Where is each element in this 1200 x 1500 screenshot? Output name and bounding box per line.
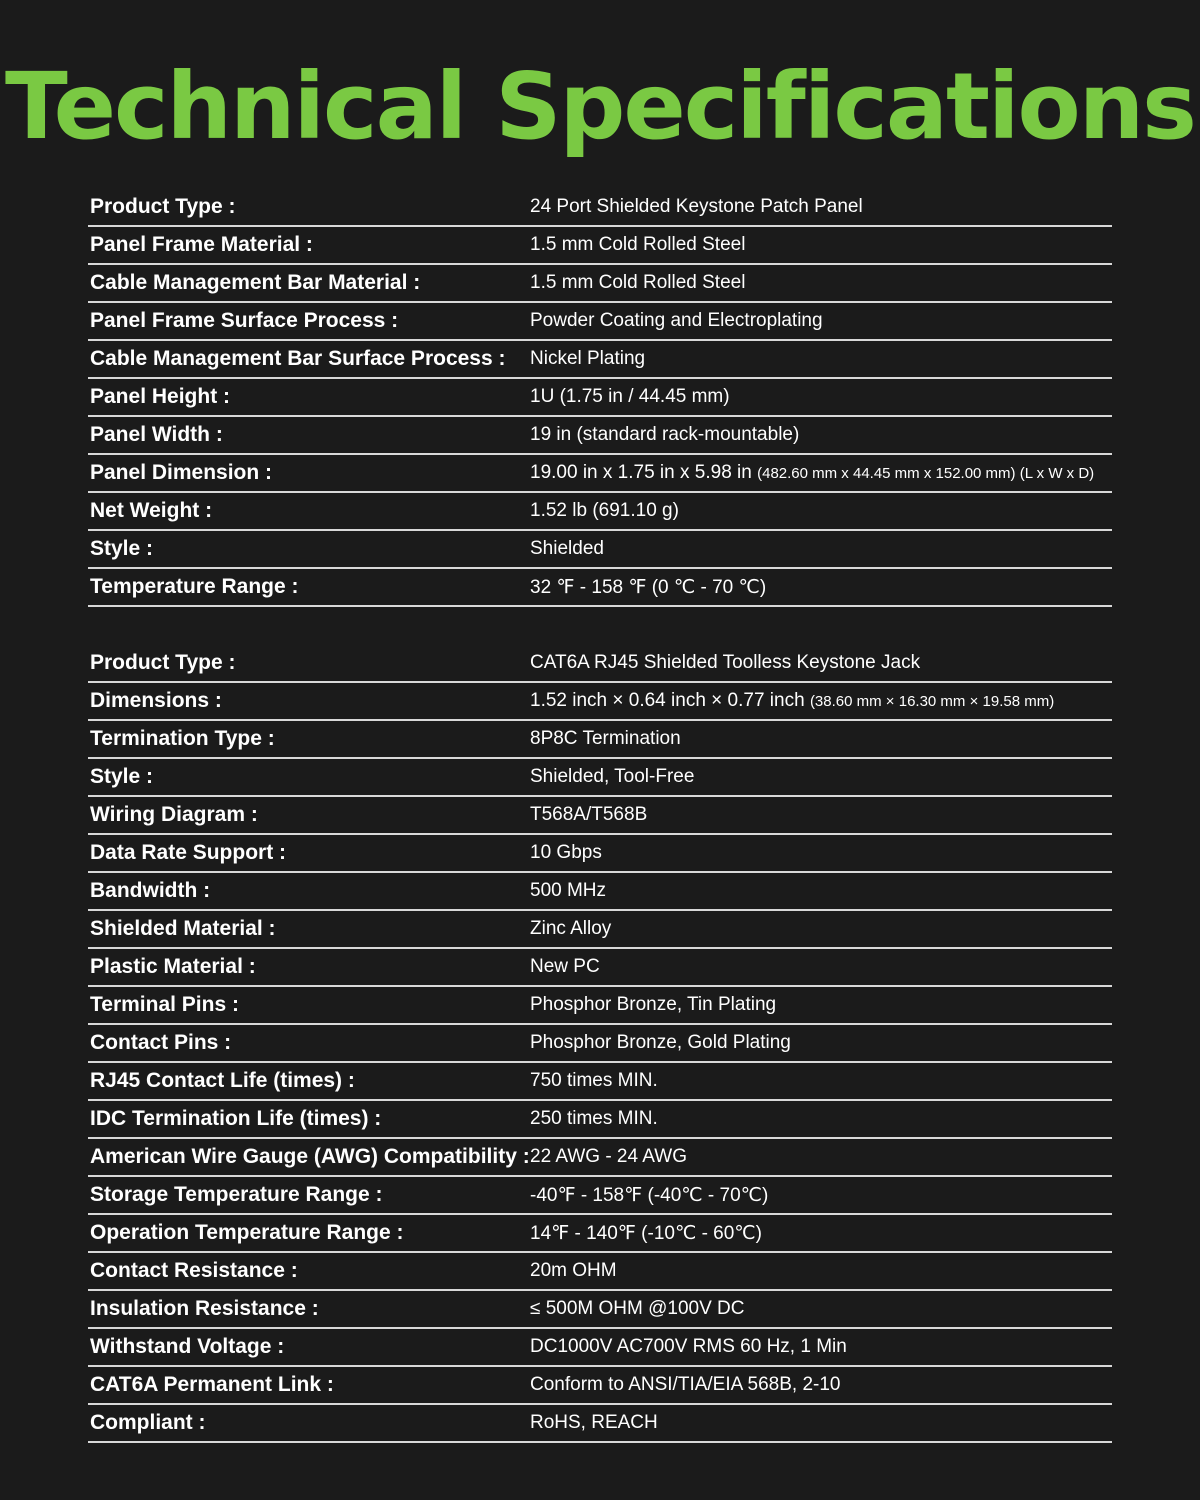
spec-value <box>530 424 1112 446</box>
spec-label: Net Weight : <box>90 499 213 522</box>
spec-row <box>88 873 1112 911</box>
spec-row <box>88 341 1112 379</box>
spec-value-main: 24 Port Shielded Keystone Patch Panel <box>530 196 863 217</box>
spec-value-main: 750 times MIN. <box>530 1070 658 1091</box>
spec-label: Panel Frame Surface Process : <box>90 309 399 332</box>
spec-row <box>88 1139 1112 1177</box>
spec-row <box>88 683 1112 721</box>
spec-value-main: T568A/T568B <box>530 804 648 825</box>
spec-row <box>88 493 1112 531</box>
spec-label: Cable Management Bar Material : <box>90 271 421 294</box>
spec-value-main: 1.5 mm Cold Rolled Steel <box>530 234 746 255</box>
spec-value <box>530 956 1112 978</box>
spec-row <box>88 1025 1112 1063</box>
spec-value-main: Conform to ANSI/TIA/EIA 568B, 2-10 <box>530 1374 841 1395</box>
spec-row <box>88 645 1112 683</box>
spec-label: Contact Pins : <box>90 1031 232 1054</box>
spec-value <box>530 234 1112 256</box>
spec-value <box>530 196 1112 218</box>
spec-label: Panel Height : <box>90 385 231 408</box>
spec-value <box>530 766 1112 788</box>
spec-value-main: Shielded <box>530 538 604 559</box>
spec-label: Withstand Voltage : <box>90 1335 285 1358</box>
spec-row <box>88 1405 1112 1443</box>
spec-row <box>88 721 1112 759</box>
spec-label: Insulation Resistance : <box>90 1297 319 1320</box>
spec-value <box>530 994 1112 1016</box>
spec-row <box>88 1291 1112 1329</box>
spec-value <box>530 386 1112 408</box>
spec-value <box>530 1108 1112 1130</box>
spec-row <box>88 1253 1112 1291</box>
spec-row <box>88 417 1112 455</box>
spec-row <box>88 1329 1112 1367</box>
spec-value <box>530 348 1112 370</box>
spec-row <box>88 949 1112 987</box>
spec-label: RJ45 Contact Life (times) : <box>90 1069 355 1092</box>
spec-label: Product Type : <box>90 651 236 674</box>
spec-value-main: Nickel Plating <box>530 348 646 369</box>
spec-value <box>530 1298 1112 1320</box>
spec-row <box>88 1063 1112 1101</box>
spec-label: Dimensions : <box>90 689 222 712</box>
spec-value <box>530 1412 1112 1434</box>
spec-label: Terminal Pins : <box>90 993 239 1016</box>
spec-label: Panel Dimension : <box>90 461 273 484</box>
spec-row <box>88 189 1112 227</box>
spec-value-main: Phosphor Bronze, Tin Plating <box>530 994 777 1015</box>
spec-value-main: 500 MHz <box>530 880 607 901</box>
spec-row <box>88 531 1112 569</box>
spec-value <box>530 1374 1112 1396</box>
spec-row <box>88 1177 1112 1215</box>
spec-value-main: Shielded, Tool-Free <box>530 766 695 787</box>
spec-value <box>530 652 1112 674</box>
spec-value-main: 8P8C Termination <box>530 728 681 749</box>
spec-value <box>530 728 1112 750</box>
spec-row <box>88 569 1112 607</box>
spec-value-main: Powder Coating and Electroplating <box>530 310 823 331</box>
spec-label: Temperature Range : <box>90 575 299 598</box>
spec-row <box>88 1101 1112 1139</box>
spec-value <box>530 1184 1112 1207</box>
spec-value-main: 1.5 mm Cold Rolled Steel <box>530 272 746 293</box>
spec-row <box>88 835 1112 873</box>
spec-value-main: 1.52 inch × 0.64 inch × 0.77 inch <box>530 690 805 711</box>
spec-value-main: -40℉ - 158℉ (-40℃ - 70℃) <box>530 1184 769 1206</box>
spec-row <box>88 1215 1112 1253</box>
spec-value <box>530 918 1112 940</box>
spec-value-main: 19.00 in x 1.75 in x 5.98 in <box>530 462 752 483</box>
spec-value <box>530 462 1112 484</box>
spec-value <box>530 1032 1112 1054</box>
spec-value <box>530 1336 1112 1358</box>
spec-value-main: 19 in (standard rack-mountable) <box>530 424 800 445</box>
spec-value <box>530 310 1112 332</box>
spec-row <box>88 1367 1112 1405</box>
spec-value <box>530 272 1112 294</box>
keystone-jack-spec-table <box>88 645 1112 1443</box>
spec-label: Cable Management Bar Surface Process : <box>90 347 506 370</box>
spec-label: Shielded Material : <box>90 917 276 940</box>
spec-value <box>530 1260 1112 1282</box>
spec-value <box>530 804 1112 826</box>
spec-row <box>88 759 1112 797</box>
spec-row <box>88 379 1112 417</box>
spec-row <box>88 303 1112 341</box>
spec-label: Style : <box>90 765 154 788</box>
spec-value-metric: (38.60 mm × 16.30 mm × 19.58 mm) <box>809 693 1055 710</box>
spec-label: Product Type : <box>90 195 236 218</box>
spec-label: Compliant : <box>90 1411 206 1434</box>
spec-label: CAT6A Permanent Link : <box>90 1373 334 1396</box>
spec-value-main: CAT6A RJ45 Shielded Toolless Keystone Jack <box>530 652 921 673</box>
spec-value-main: Phosphor Bronze, Gold Plating <box>530 1032 791 1053</box>
spec-value-main: 22 AWG - 24 AWG <box>530 1146 687 1167</box>
spec-value-main: New PC <box>530 956 600 977</box>
spec-value <box>530 1146 1112 1168</box>
spec-label: Operation Temperature Range : <box>90 1221 404 1244</box>
spec-value <box>530 842 1112 864</box>
spec-value <box>530 500 1112 522</box>
spec-label: Style : <box>90 537 154 560</box>
spec-row <box>88 455 1112 493</box>
spec-label: Storage Temperature Range : <box>90 1183 383 1206</box>
spec-value <box>530 1222 1112 1245</box>
spec-value-main: ≤ 500M OHM @100V DC <box>530 1298 745 1319</box>
patch-panel-spec-table <box>88 189 1112 607</box>
spec-label: Termination Type : <box>90 727 275 750</box>
spec-value-main: 32 ℉ - 158 ℉ (0 ℃ - 70 ℃) <box>530 576 767 598</box>
spec-value-main: Zinc Alloy <box>530 918 612 939</box>
spec-label: Bandwidth : <box>90 879 211 902</box>
spec-value <box>530 1070 1112 1092</box>
spec-label: Panel Frame Material : <box>90 233 313 256</box>
spec-value-main: 1U (1.75 in / 44.45 mm) <box>530 386 730 407</box>
spec-value-main: DC1000V AC700V RMS 60 Hz, 1 Min <box>530 1336 847 1357</box>
page-title: Technical Specifications <box>5 53 1195 160</box>
spec-value <box>530 576 1112 599</box>
spec-label: American Wire Gauge (AWG) Compatibility : <box>90 1145 530 1168</box>
spec-row <box>88 265 1112 303</box>
spec-row <box>88 227 1112 265</box>
spec-label: Data Rate Support : <box>90 841 287 864</box>
spec-value-main: 20m OHM <box>530 1260 617 1281</box>
spec-value-main: 250 times MIN. <box>530 1108 658 1129</box>
spec-value-main: RoHS, REACH <box>530 1412 658 1433</box>
spec-label: Panel Width : <box>90 423 223 446</box>
spec-value-main: 1.52 lb (691.10 g) <box>530 500 679 521</box>
spec-value-main: 14℉ - 140℉ (-10℃ - 60℃) <box>530 1222 762 1244</box>
spec-row <box>88 911 1112 949</box>
spec-value-main: 10 Gbps <box>530 842 602 863</box>
spec-value <box>530 538 1112 560</box>
spec-value <box>530 690 1112 712</box>
spec-label: IDC Termination Life (times) : <box>90 1107 382 1130</box>
spec-value <box>530 880 1112 902</box>
spec-label: Wiring Diagram : <box>90 803 258 826</box>
spec-label: Contact Resistance : <box>90 1259 298 1282</box>
spec-label: Plastic Material : <box>90 955 256 978</box>
spec-value-metric: (482.60 mm x 44.45 mm x 152.00 mm) (L x W x D) <box>757 465 1095 482</box>
spec-row <box>88 987 1112 1025</box>
spec-row <box>88 797 1112 835</box>
